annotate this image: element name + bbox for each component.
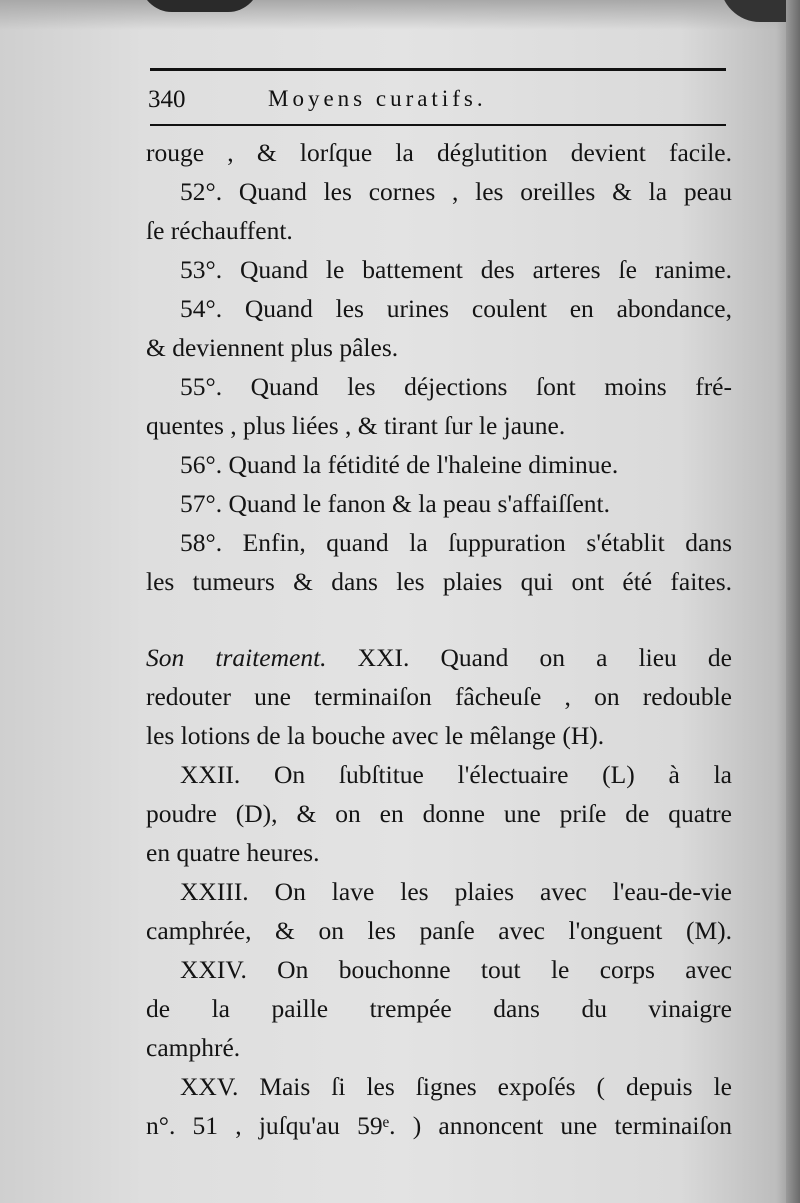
text-line: camphrée, & on les panſe avec l'onguent (M).: [146, 916, 732, 945]
paragraph-treatment: [146, 677, 732, 1145]
text-line: de la paille trempée dans du vinaigre: [146, 994, 732, 1023]
text-line: 58°. Enfin, quand la ſuppuration s'établit dans: [180, 528, 732, 557]
running-head: Moyens curatifs.: [268, 86, 487, 111]
page-number: 340: [148, 86, 186, 113]
text-line: 54°. Quand les urines coulent en abondance,: [180, 294, 732, 323]
text-line: les lotions de la bouche avec le mêlange (H).: [146, 721, 605, 750]
text-line: 52°. Quand les cornes , les oreilles & la peau: [180, 177, 732, 206]
text-line: quentes , plus liées , & tirant ſur le jaune.: [146, 411, 566, 440]
text-line: XXIII. On lave les plaies avec l'eau-de-vie: [180, 877, 732, 906]
text-line: 55°. Quand les déjections ſont moins fré-: [180, 372, 732, 401]
text-line: ſe réchauffent.: [146, 216, 293, 245]
body-text: [146, 133, 732, 1145]
text-line: les tumeurs & dans les plaies qui ont été faites.: [146, 567, 732, 596]
top-shadow: [0, 0, 800, 30]
header-rule-bottom: [150, 124, 726, 126]
page-header: [148, 80, 728, 120]
paragraph-symptoms: [146, 133, 732, 601]
text-line: 53°. Quand le battement des arteres ſe ranime.: [180, 255, 732, 284]
header-rule-top: [150, 68, 726, 71]
text-line: redouter une terminaiſon fâcheuſe , on redouble: [146, 682, 732, 711]
section-heading: Son traitement.: [146, 643, 327, 672]
section-first-line: [146, 638, 732, 677]
section-gap: [146, 601, 732, 638]
text-line: en quatre heures.: [146, 838, 320, 867]
text-line: XXIV. On bouchonne tout le corps avec: [180, 955, 732, 984]
text-line: poudre (D), & on en donne une priſe de quatre: [146, 799, 732, 828]
text-line: rouge , & lorſque la déglutition devient facile.: [146, 138, 732, 167]
text-line: XXII. On ſubſtitue l'électuaire (L) à la: [180, 760, 732, 789]
section-first-line-rest: XXI. Quand on a lieu de: [326, 643, 732, 672]
text-line: 57°. Quand le fanon & la peau s'affaiſſent.: [180, 489, 610, 518]
text-line: 56°. Quand la fétidité de l'haleine diminue.: [180, 450, 619, 479]
text-line: camphré.: [146, 1033, 241, 1062]
text-line: & deviennent plus pâles.: [146, 333, 399, 362]
text-line: n°. 51 , juſqu'au 59ᵉ. ) annoncent une terminaiſon: [146, 1111, 732, 1140]
text-line: XXV. Mais ſi les ſignes expoſés ( depuis le: [180, 1072, 732, 1101]
page-edge: [786, 0, 800, 1203]
